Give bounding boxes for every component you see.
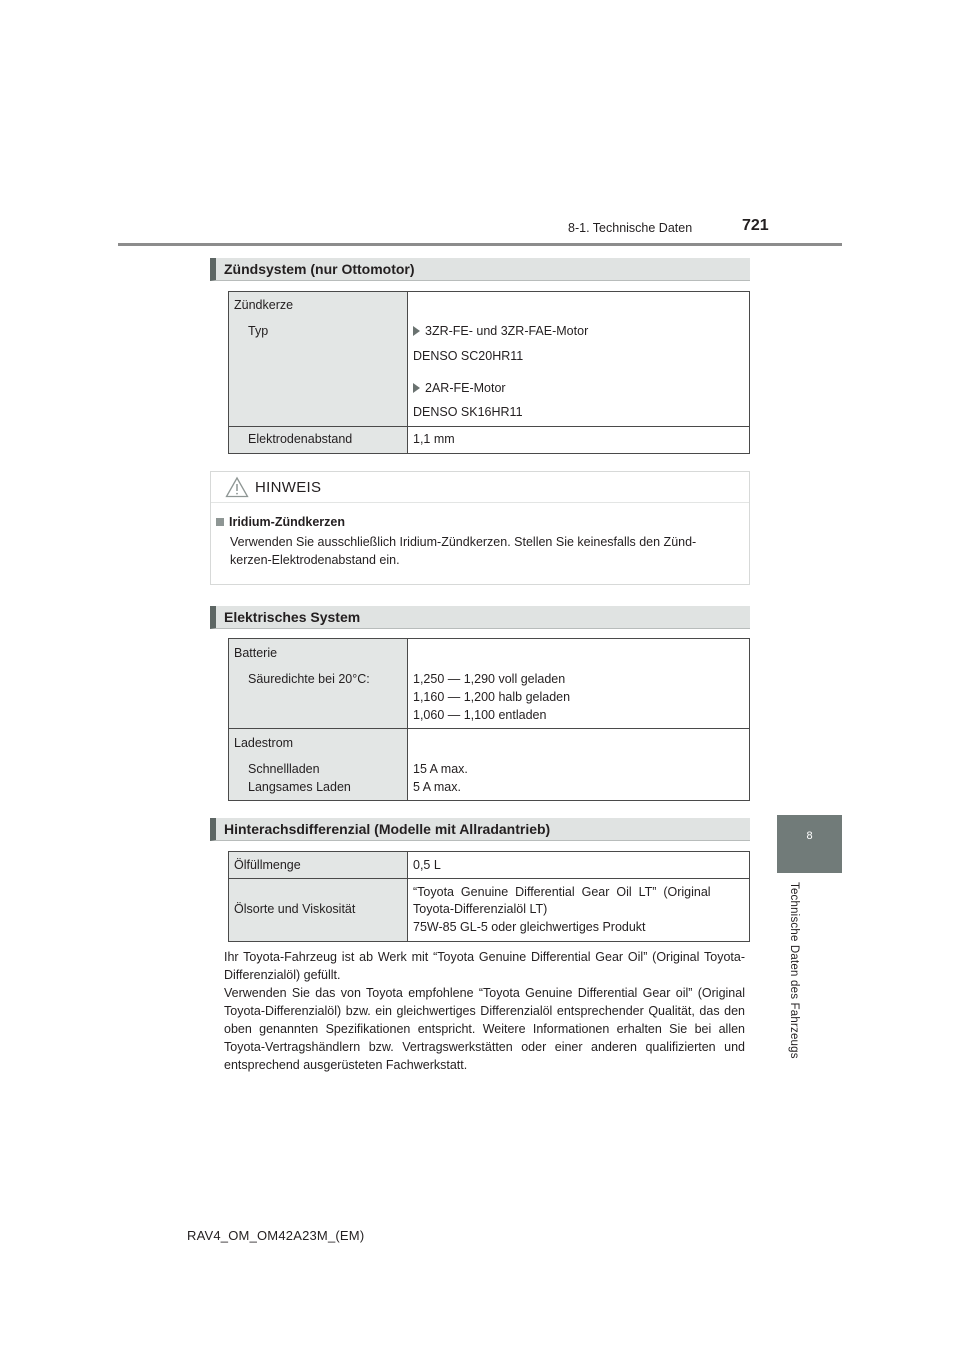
slow-charge-value: 5 A max. (413, 780, 461, 794)
engine-1: 3ZR-FE- und 3ZR-FAE-Motor (413, 324, 588, 338)
density-value-empty: 1,060 — 1,100 entladen (413, 708, 547, 722)
rear-diff-section-heading: Hinterachsdifferenzial (Modelle mit Allradantrieb) (210, 818, 750, 841)
warning-triangle-icon (225, 476, 249, 498)
header-rule (118, 243, 842, 246)
density-value-half: 1,160 — 1,200 halb geladen (413, 690, 571, 704)
notice-header (211, 472, 749, 503)
capacity-value: 0,5 L (413, 858, 441, 872)
notice-title: HINWEIS (255, 479, 322, 496)
table-row (229, 879, 750, 942)
electrical-section-heading: Elektrisches System (210, 606, 750, 629)
section-title: 8-1. Technische Daten (568, 221, 693, 235)
density-value-full: 1,250 — 1,290 voll geladen (413, 672, 566, 686)
ignition-table (228, 291, 750, 454)
charge-label: Ladestrom (234, 736, 294, 750)
oil-label: Ölsorte und Viskosität (234, 902, 356, 916)
oil-line2: Toyota-Differenzialöl LT) (413, 902, 548, 916)
gap-value: 1,1 mm (413, 432, 455, 446)
chapter-number: 8 (806, 830, 813, 842)
body-text-2: Verwenden Sie das von Toyota empfohlene “Toyota Genuine Differential Gear oil” (Original Toyota-Differenzialöl) bzw. ein gleichwertiges Differenzialöl entsprechender Qualität, das den oben genannten Spezifikationen entspricht. Weitere Informationen erhalten Sie bei allen Toyota-Vertragshändlern bzw. Vertragswerkstätten oder einer anderen qualifizierten und entsprechend ausgerüsteten Fachwerkstatt. (224, 986, 745, 1072)
notice-item-title: Iridium-Zündkerzen (216, 515, 345, 529)
arrow-right-icon (413, 326, 420, 336)
gap-label: Elektrodenabstand (248, 432, 353, 446)
capacity-label: Ölfüllmenge (234, 858, 301, 872)
chapter-label: Technische Daten des Fahrzeugs (788, 882, 800, 1059)
table-row (229, 639, 750, 729)
battery-label: Batterie (234, 646, 278, 660)
table-row (229, 729, 750, 801)
density-label: Säuredichte bei 20°C: (248, 672, 370, 686)
notice-text-line2: kerzen-Elektrodenabstand ein. (230, 553, 400, 567)
square-bullet-icon (216, 518, 224, 526)
slow-charge-label: Langsames Laden (248, 780, 351, 794)
table-row (229, 292, 750, 427)
footer-code: RAV4_OM_OM42A23M_(EM) (187, 1228, 365, 1243)
chapter-tab (777, 815, 842, 873)
notice-text-line1: Verwenden Sie ausschließlich Iridium-Zündkerzen. Stellen Sie keinesfalls den Zünd- (230, 535, 697, 549)
oil-line1: “Toyota Genuine Differential Gear Oil LT” (Original (413, 885, 711, 899)
plug-1: DENSO SC20HR11 (413, 349, 524, 363)
fast-charge-value: 15 A max. (413, 762, 468, 776)
page-number: 721 (742, 217, 769, 234)
notice-box (210, 471, 750, 585)
table-row (229, 852, 750, 879)
ignition-section-heading: Zündsystem (nur Ottomotor) (210, 258, 750, 281)
table-row (229, 427, 750, 454)
electrical-table (228, 638, 750, 801)
spark-plug-label: Zündkerze (234, 298, 294, 312)
engine-2: 2AR-FE-Motor (413, 381, 506, 395)
rear-diff-table (228, 851, 750, 942)
arrow-right-icon (413, 383, 420, 393)
type-label: Typ (248, 324, 269, 338)
plug-2: DENSO SK16HR11 (413, 405, 523, 419)
body-paragraph (224, 948, 745, 1074)
oil-line3: 75W-85 GL-5 oder gleichwertiges Produkt (413, 920, 646, 934)
body-text-1: Ihr Toyota-Fahrzeug ist ab Werk mit “Toyota Genuine Differential Gear Oil” (Original Toyota-Differenzialöl) gefüllt. (224, 950, 745, 982)
fast-charge-label: Schnellladen (248, 762, 320, 776)
